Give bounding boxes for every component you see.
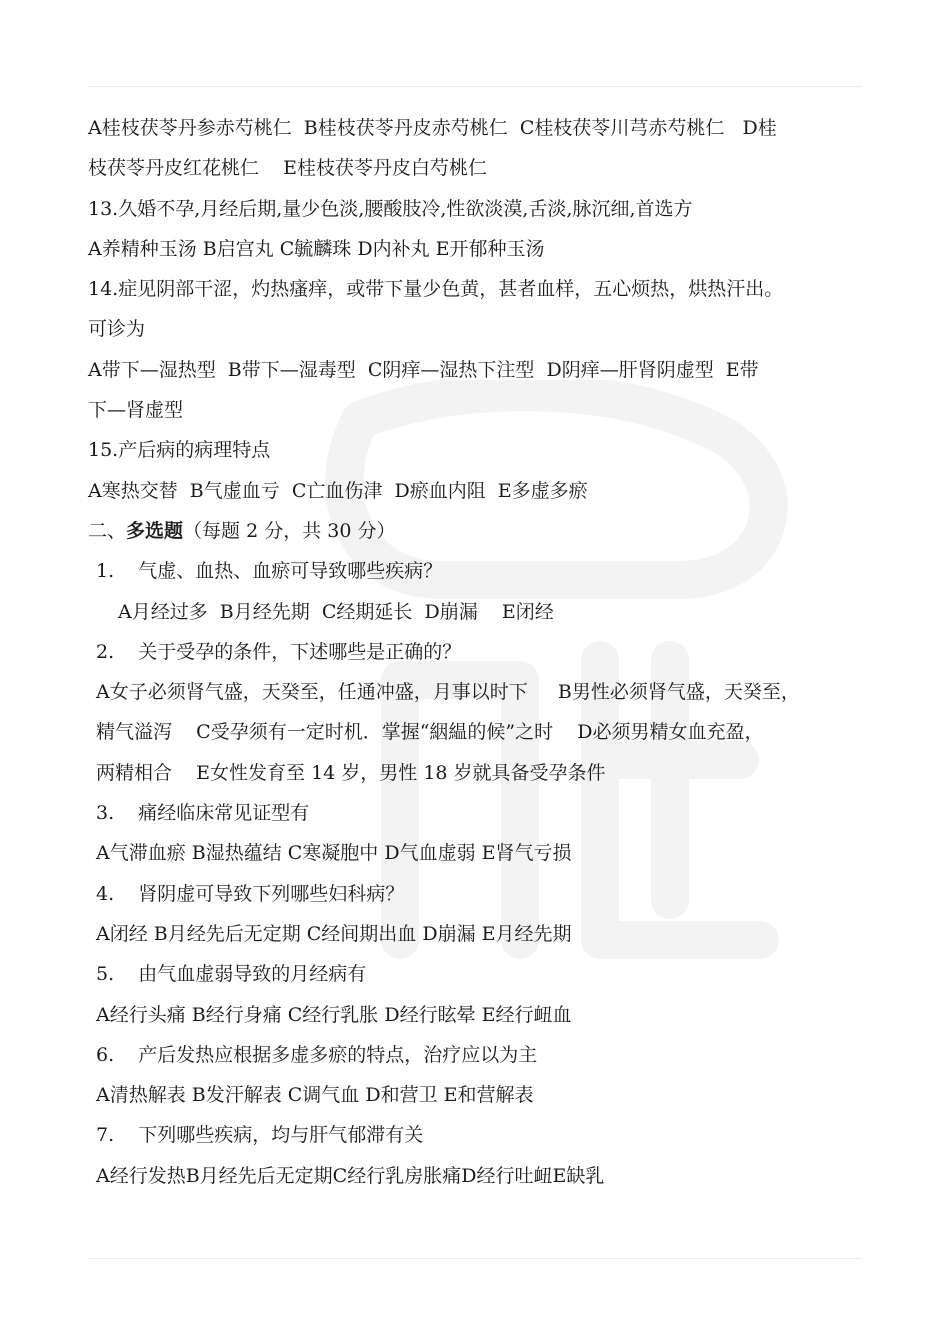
mc-options-1: A月经过多 B月经先期 C经期延长 D崩漏 E闭经 xyxy=(118,600,554,623)
mc-options-2-cont2: 两精相合 E女性发育至 14 岁，男性 18 岁就具备受孕条件 xyxy=(96,761,606,784)
answer-options-14-cont: 下—肾虚型 xyxy=(88,399,184,422)
question-14: 14.症见阴部干涩，灼热瘙痒，或带下量少色黄，甚者血样，五心烦热，烘热汗出。 xyxy=(88,278,784,301)
answer-options-15: A寒热交替 B气虚血亏 C亡血伤津 D瘀血内阻 E多虚多瘀 xyxy=(88,479,588,502)
mc-question-3: 3. 痛经临床常见证型有 xyxy=(96,802,310,825)
answer-options-12: A桂枝茯苓丹参赤芍桃仁 B桂枝茯苓丹皮赤芍桃仁 C桂枝茯苓川芎赤芍桃仁 D桂 xyxy=(88,117,777,139)
section-number: 二、 xyxy=(88,519,127,542)
question-15: 15.产后病的病理特点 xyxy=(88,439,271,462)
mc-options-7: A经行发热B月经先后无定期C经行乳房胀痛D经行吐衄E缺乳 xyxy=(96,1164,605,1187)
mc-question-2: 2. 关于受孕的条件，下述哪些是正确的？ xyxy=(96,640,462,663)
document-body xyxy=(88,108,888,1196)
mc-question-1: 1. 气虚、血热、血瘀可导致哪些疾病？ xyxy=(96,560,443,583)
section-title: 多选题 xyxy=(126,519,184,542)
answer-options-14: A带下—湿热型 B带下—湿毒型 C阴痒—湿热下注型 D阴痒—肝肾阴虚型 E带 xyxy=(88,358,759,381)
answer-options-13: A养精种玉汤 B启宫丸 C毓麟珠 D内补丸 E开郁种玉汤 xyxy=(88,237,545,260)
mc-options-2-cont: 精气溢泻 C受孕须有一定时机．掌握“絪緼的候”之时 D必须男精女血充盈， xyxy=(96,721,764,744)
section-heading xyxy=(88,511,888,551)
mc-options-6: A清热解表 B发汗解表 C调气血 D和营卫 E和营解表 xyxy=(96,1084,534,1107)
mc-options-5: A经行头痛 B经行身痛 C经行乳胀 D经行眩晕 E经行衄血 xyxy=(96,1003,572,1026)
mc-options-3: A气滞血瘀 B湿热蕴结 C寒凝胞中 D气血虚弱 E肾气亏损 xyxy=(96,842,572,865)
question-13: 13.久婚不孕,月经后期,量少色淡,腰酸肢冷,性欲淡漠,舌淡,脉沉细,首选方 xyxy=(88,197,693,220)
mc-options-2: A女子必须肾气盛，天癸至，任通冲盛，月事以时下 B男性必须肾气盛，天癸至， xyxy=(96,681,800,704)
section-note: （每题 2 分，共 30 分） xyxy=(183,519,396,542)
question-14-cont: 可诊为 xyxy=(88,318,146,341)
mc-question-4: 4. 肾阴虚可导致下列哪些妇科病？ xyxy=(96,882,405,905)
mc-question-6: 6. 产后发热应根据多虚多瘀的特点，治疗应以为主 xyxy=(96,1043,538,1066)
answer-options-12-cont: 枝茯苓丹皮红花桃仁 E桂枝茯苓丹皮白芍桃仁 xyxy=(88,157,488,180)
footer-rule xyxy=(88,1258,862,1259)
mc-options-4: A闭经 B月经先后无定期 C经间期出血 D崩漏 E月经先期 xyxy=(96,922,572,945)
header-rule xyxy=(88,86,862,87)
mc-question-7: 7. 下列哪些疾病，均与肝气郁滞有关 xyxy=(96,1124,424,1147)
mc-question-5: 5. 由气血虚弱导致的月经病有 xyxy=(96,963,367,986)
